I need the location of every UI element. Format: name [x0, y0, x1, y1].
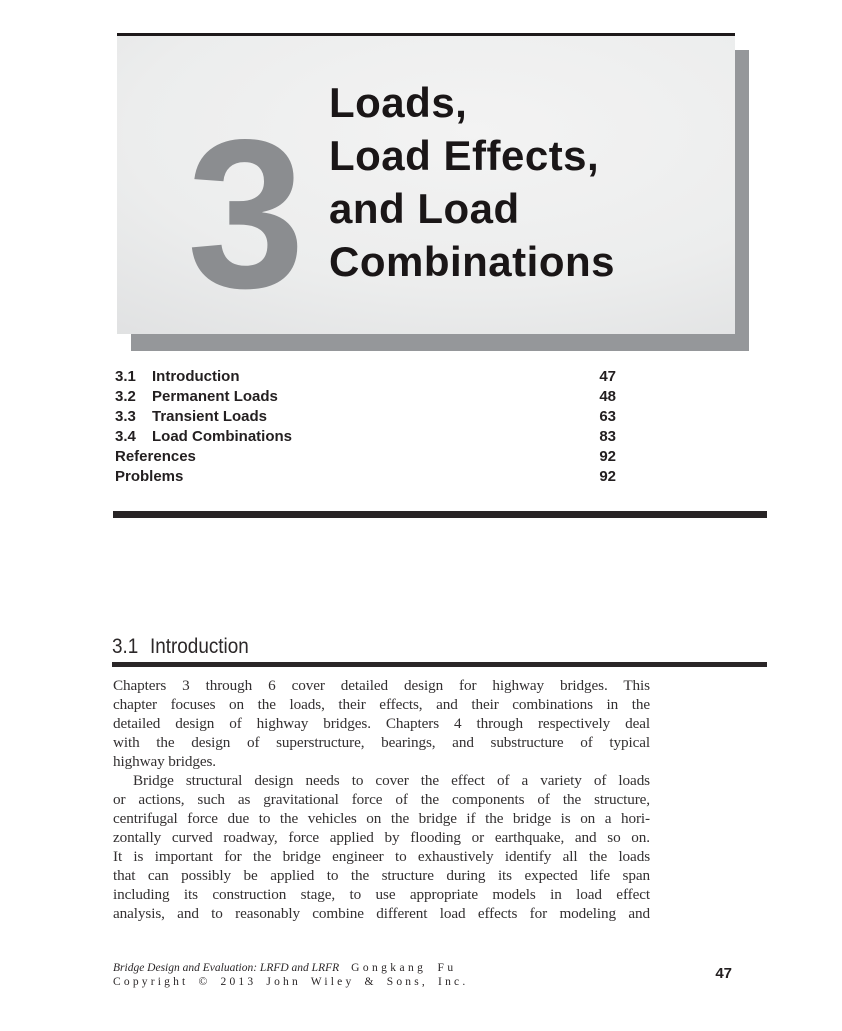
toc-entry-label: Transient Loads [152, 408, 268, 425]
chapter-number: 3 [187, 95, 301, 332]
footer-line-1 [113, 961, 468, 975]
body-text-line: analysis, and to reasonably combine different load effects for modeling and [113, 905, 650, 922]
body-text-line: including its construction stage, to use appropriate models in load effect [113, 886, 650, 903]
toc-page-number: 83 [599, 428, 616, 445]
body-text-line: highway bridges. [113, 753, 217, 770]
toc-page-number: 48 [599, 388, 616, 405]
body-text-line: that can possibly be applied to the structure during its expected life span [113, 867, 650, 884]
body-text-line: zontally curved roadway, force applied by flooding or earthquake, and so on. [113, 829, 650, 846]
toc-page-number: 63 [599, 408, 616, 425]
toc-page-number: 92 [599, 468, 616, 485]
chapter-title [329, 76, 615, 288]
chapter-header-box [117, 33, 735, 334]
section-number: 3.1 [112, 635, 139, 658]
footer-copyright: Copyright © 2013 John Wiley & Sons, Inc. [113, 976, 469, 988]
body-text-line: or actions, such as gravitational force of the components of the structure, [113, 791, 650, 808]
toc-row [115, 407, 616, 427]
body-text-line: chapter focuses on the loads, their effects, and their combinations in the [113, 696, 650, 713]
chapter-title-line: and Load [329, 185, 520, 232]
chapter-toc [115, 367, 616, 487]
chapter-title-line: Loads, [329, 79, 468, 126]
toc-entry-label: Load Combinations [152, 428, 292, 445]
toc-row [115, 387, 616, 407]
toc-section-number: 3.2 [115, 388, 136, 405]
toc-section-number: 3.1 [115, 368, 136, 385]
toc-row [115, 467, 616, 487]
toc-entry-label: Introduction [152, 368, 240, 385]
toc-entry-label: Problems [115, 468, 184, 485]
toc-section-number: 3.4 [115, 428, 136, 445]
toc-page-number: 47 [599, 368, 616, 385]
toc-row [115, 447, 616, 467]
page-footer [113, 961, 468, 989]
toc-row [115, 367, 616, 387]
section-title: Introduction [149, 635, 249, 658]
footer-book-title: Bridge Design and Evaluation: LRFD and LRFR [113, 962, 340, 974]
body-text-line: Chapters 3 through 6 cover detailed design for highway bridges. This [113, 677, 650, 694]
toc-row [115, 427, 616, 447]
toc-entry-label: References [115, 448, 196, 465]
page-number: 47 [715, 965, 732, 982]
toc-page-number: 92 [599, 448, 616, 465]
body-text-line: with the design of superstructure, bearings, and substructure of typical [113, 734, 650, 751]
toc-entry-label: Permanent Loads [152, 388, 278, 405]
footer-author: Gongkang Fu [351, 962, 457, 974]
section-heading-rule [112, 662, 767, 667]
chapter-title-line: Combinations [329, 238, 615, 285]
body-text-line: centrifugal force due to the vehicles on the bridge if the bridge is on a hori- [113, 810, 650, 827]
section-heading [112, 635, 249, 659]
body-text-line: detailed design of highway bridges. Chapters 4 through respectively deal [113, 715, 650, 732]
body-text-line: Bridge structural design needs to cover the effect of a variety of loads [133, 772, 650, 789]
divider-rule [113, 511, 767, 518]
chapter-title-line: Load Effects, [329, 132, 600, 179]
body-text-line: It is important for the bridge engineer to exhaustively identify all the loads [113, 848, 650, 865]
body-text [113, 676, 650, 923]
toc-section-number: 3.3 [115, 408, 136, 425]
